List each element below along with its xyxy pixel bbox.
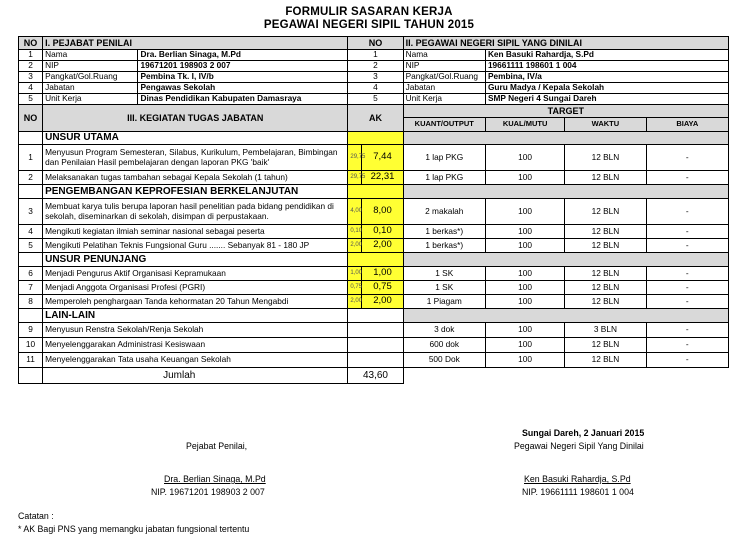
form-subtitle: PEGAWAI NEGERI SIPIL TAHUN 2015 [263, 19, 475, 31]
kegiatan-header: III. KEGIATAN TUGAS JABATAN [43, 105, 348, 132]
dinilai-jabatan: Guru Madya / Kepala Sekolah [485, 83, 728, 94]
penilai-jabatan: Pengawas Sekolah [138, 83, 348, 94]
table-row: 10 Menyelenggarakan Administrasi Kesiswaan 600 dok 100 12 BLN - [19, 338, 729, 353]
no-header: NO [19, 37, 43, 50]
right-role: Pegawai Negeri Sipil Yang Dinilai [514, 441, 644, 451]
section-row [19, 309, 729, 323]
section-row [19, 185, 729, 199]
ak-header: AK [348, 105, 403, 132]
section-unsur-utama: UNSUR UTAMA [43, 132, 348, 145]
total-row [19, 368, 729, 384]
pegawai-dinilai-header: II. PEGAWAI NEGERI SIPIL YANG DINILAI [403, 37, 728, 50]
form-title: FORMULIR SASARAN KERJA [285, 6, 453, 18]
identity-row: 3 Pangkat/Gol.Ruang Pembina Tk. I, IV/b 3 Pangkat/Gol.Ruang Pembina, IV/a [19, 72, 729, 83]
kuant-header: KUANT/OUTPUT [403, 118, 485, 132]
section-row [19, 132, 729, 145]
right-signer-nip: NIP. 19661111 198601 1 004 [522, 487, 634, 497]
sasaran-kerja-table [18, 36, 729, 384]
penilai-nama: Dra. Berlian Sinaga, M.Pd [138, 50, 348, 61]
table-row: 2 Melaksanakan tugas tambahan sebagai Kepala Sekolah (1 tahun) 29,75 22,31 1 lap PKG 100 12 BLN - [19, 171, 729, 185]
left-signer-name: Dra. Berlian Sinaga, M.Pd [164, 474, 266, 484]
activity-header-row [19, 105, 729, 118]
section-pkb: PENGEMBANGAN KEPROFESIAN BERKELANJUTAN [43, 185, 348, 199]
kual-header: KUAL/MUTU [485, 118, 564, 132]
right-signer-name: Ken Basuki Rahardja, S.Pd [524, 474, 631, 484]
identity-row: 1 Nama Dra. Berlian Sinaga, M.Pd 1 Nama Ken Basuki Rahardja, S.Pd [19, 50, 729, 61]
jumlah-value: 43,60 [348, 368, 403, 384]
no-header-2: NO [348, 37, 403, 50]
table-row: 4 Mengikuti kegiatan ilmiah seminar nasional sebagai peserta 0,10 0,10 1 berkas*) 100 12 BLN - [19, 225, 729, 239]
left-signer-nip: NIP. 19671201 198903 2 007 [151, 487, 265, 497]
jumlah-label: Jumlah [43, 368, 348, 384]
dinilai-unit: SMP Negeri 4 Sungai Dareh [485, 94, 728, 105]
pejabat-penilai-header: I. PEJABAT PENILAI [43, 37, 348, 50]
penilai-unit: Dinas Pendidikan Kabupaten Damasraya [138, 94, 348, 105]
biaya-header: BIAYA [646, 118, 728, 132]
catatan-note: * AK Bagi PNS yang memangku jabatan fungsional tertentu [18, 524, 250, 534]
target-header: TARGET [403, 105, 728, 118]
left-role: Pejabat Penilai, [186, 441, 248, 451]
identity-row: 4 Jabatan Pengawas Sekolah 4 Jabatan Guru Madya / Kepala Sekolah [19, 83, 729, 94]
table-row: 1 Menyusun Program Semesteran, Silabus, Kurikulum, Pembelajaran, Bimbingan dan Penilaian Hasil pembelajaran dengan laporan PKG 'baik' 29,75 7,44 1 lap PKG 100 12 BLN - [19, 145, 729, 171]
no-col-header: NO [19, 105, 43, 132]
waktu-header: WAKTU [565, 118, 646, 132]
section-row [19, 253, 729, 267]
dinilai-nama: Ken Basuki Rahardja, S.Pd [485, 50, 728, 61]
penilai-pangkat: Pembina Tk. I, IV/b [138, 72, 348, 83]
table-row: 5 Mengikuti Pelatihan Teknis Fungsional Guru ....... Sebanyak 81 - 180 JP 2,00 2,00 1 berkas*) 100 12 BLN - [19, 239, 729, 253]
table-row: 11 Menyelenggarakan Tata usaha Keuangan Sekolah 500 Dok 100 12 BLN - [19, 353, 729, 368]
place-date: Sungai Dareh, 2 Januari 2015 [522, 428, 645, 438]
catatan-label: Catatan : [18, 511, 54, 521]
identity-row: 2 NIP 19671201 198903 2 007 2 NIP 19661111 198601 1 004 [19, 61, 729, 72]
section-lain-lain: LAIN-LAIN [43, 309, 348, 323]
dinilai-nip: 19661111 198601 1 004 [485, 61, 728, 72]
section-unsur-penunjang: UNSUR PENUNJANG [43, 253, 348, 267]
identity-header-row [19, 37, 729, 50]
dinilai-pangkat: Pembina, IV/a [485, 72, 728, 83]
table-row: 6 Menjadi Pengurus Aktif Organisasi Kepramukaan 1,00 1,00 1 SK 100 12 BLN - [19, 267, 729, 281]
table-row: 9 Menyusun Renstra Sekolah/Renja Sekolah 3 dok 100 3 BLN - [19, 323, 729, 338]
table-row: 8 Memperoleh penghargaan Tanda kehormatan 20 Tahun Mengabdi 2,00 2,00 1 Piagam 100 12 BLN - [19, 295, 729, 309]
penilai-nip: 19671201 198903 2 007 [138, 61, 348, 72]
table-row: 7 Menjadi Anggota Organisasi Profesi (PGRI) 0,75 0,75 1 SK 100 12 BLN - [19, 281, 729, 295]
identity-row: 5 Unit Kerja Dinas Pendidikan Kabupaten Damasraya 5 Unit Kerja SMP Negeri 4 Sungai Dareh [19, 94, 729, 105]
table-row: 3 Membuat karya tulis berupa laporan hasil penelitian pada bidang pendidikan di sekolah, diseminarkan di sekolah, disimpan di perpustakaan. 4,00 8,00 2 makalah 100 12 BLN - [19, 199, 729, 225]
